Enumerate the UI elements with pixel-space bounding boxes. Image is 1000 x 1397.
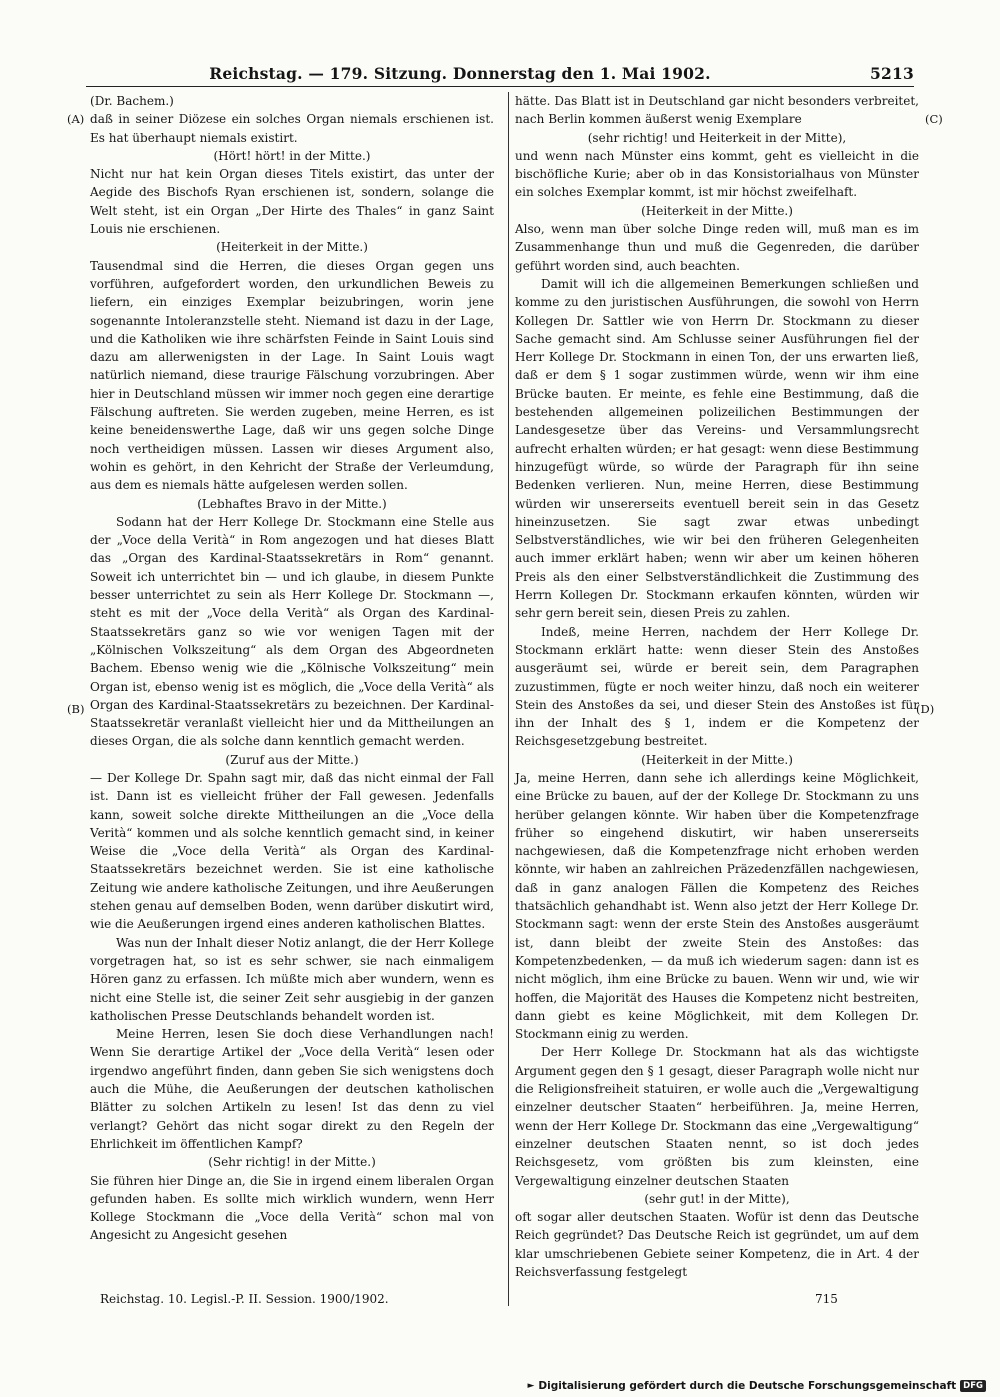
interjection: (sehr gut! in der Mitte), [644, 1191, 790, 1206]
paragraph: Meine Herren, lesen Sie doch diese Verhandlungen nach! Wenn Sie derartige Artikel der „Voce della Verità“ lesen oder irgendwo angeführt finden, dann geben Sie sich wenigstens doch auch die Mühe, die Aeußerungen der deutschen katholischen Blätter zu solchen Artikeln zu lesen! Ist das denn zu viel verlangt? Gehört das nicht sogar direkt zu den Regeln der Ehrlichkeit im öffentlichen Kampf? [90, 1027, 494, 1151]
paragraph: Ja, meine Herren, dann sehe ich allerdings keine Möglichkeit, eine Brücke zu bauen, auf der der Kollege Dr. Stockmann zu uns herüber gelangen könnte. Wir haben über die Kompetenzfrage früher so eingehend diskutirt, wir haben unsererseits nachgewiesen, daß die Kompetenzfrage nicht erhoben werden könnte, wir haben an zahlreichen Präzedenzfällen nachgewiesen, daß in ganz analogen Fällen die Kompetenz des Reiches thatsächlich gehandhabt ist. Wenn also jetzt der Herr Kollege Dr. Stockmann sagt: wenn der erste Stein des Anstoßes ausgeräumt ist, dann bleibt der zweite Stein des Anstoßes: das Kompetenzbedenken, — da muß ich wiederum sagen: dann ist es nicht möglich, ihm eine Brücke zu bauen. Wenn wir und, wie wir hoffen, die Majorität des Hauses die Kompetenz nicht bestreiten, dann giebt es keine Möglichkeit, mit dem Kollegen Dr. Stockmann einig zu werden. [515, 770, 919, 1042]
interjection: (Heiterkeit in der Mitte.) [216, 240, 368, 255]
paragraph: Also, wenn man über solche Dinge reden will, muß man es im Zusammenhange thun und muß die Gegenreden, die darüber geführt worden sind, auch beachten. [515, 222, 919, 273]
paragraph: Indeß, meine Herren, nachdem der Herr Kollege Dr. Stockmann erklärt hatte: wenn dieser Stein des Anstoßes ausgeräumt sei, würde er bereit sein, dem Paragraphen zuzustimmen, fügte er noch weiter hinzu, daß noch ein weiterer Stein des Anstoßes da sei, und dieser Stein des Anstoßes ist für ihn der Inhalt des § 1, indem er die Kompetenz der Reichsgesetzgebung bestreitet. [515, 624, 919, 749]
paragraph: Tausendmal sind die Herren, die dieses Organ gegen uns vorführen, aufgefordert worden, den urkundlichen Beweis zu liefern, ein einziges Exemplar beizubringen, worin jene sogenannte Intoleranzstelle steht. Niemand ist dazu in der Lage, und die Katholiken wie ihre schärfsten Feinde in Saint Louis sind dazu am allerwenigsten in der Lage. In Saint Louis wagt natürlich niemand, diese traurige Fälschung vorzubringen. Aber hier in Deutschland müssen wir immer noch gegen eine derartige Fälschung auftreten. Sie werden zugeben, meine Herren, es ist keine beneidenswerthe Lage, daß wir uns gegen solche Dinge noch vertheidigen müssen. Lassen wir dieses Argument also, wohin es gehört, in den Kehricht der Straße der Verleumdung, aus dem es niemals hätte aufgelesen werden sollen. [90, 258, 494, 493]
credit-text: Digitalisierung gefördert durch die Deutsche Forschungsgemeinschaft [538, 1380, 957, 1392]
footer-sheet-number: 715 [815, 1292, 838, 1306]
paragraph: oft sogar aller deutschen Staaten. Wofür ist denn das Deutsche Reich gegründet? Das Deutsche Reich ist gegründet, um auf dem klar umschriebenen Gebiete seiner Kompetenz, die in Art. 4 der Reichsverfassung festgelegt [515, 1210, 919, 1279]
margin-marker-c: (C) [925, 112, 943, 126]
footer-session-info: Reichstag. 10. Legisl.-P. II. Session. 1900/1902. [100, 1292, 389, 1306]
margin-marker-a: (A) [67, 112, 85, 126]
arrow-right-icon: ► [527, 1381, 535, 1391]
paragraph: daß in seiner Diözese ein solches Organ niemals erschienen ist. Es hat überhaupt niemals existirt. [90, 112, 494, 145]
interjection: (Heiterkeit in der Mitte.) [641, 203, 793, 218]
paragraph: Was nun der Inhalt dieser Notiz anlangt, die der Herr Kollege vorgetragen hat, so ist es sehr schwer, sie nach einmaligem Hören ganz zu erfassen. Ich müßte mich aber wundern, wenn es nicht eine Stelle ist, die seiner Zeit sehr ausgiebig in der ganzen katholischen Presse Deutschlands behandelt worden ist. [90, 935, 494, 1023]
digitization-credit [527, 1380, 986, 1392]
interjection: (Lebhaftes Bravo in der Mitte.) [197, 496, 387, 511]
header-rule [86, 86, 914, 87]
paragraph: Sodann hat der Herr Kollege Dr. Stockmann eine Stelle aus der „Voce della Verità“ in Rom angezogen und hat dieses Blatt das „Organ des Kardinal-Staatssekretärs in Rom“ genannt. Soweit ich unterrichtet bin — und ich glaube, in diesem Punkte besser unterrichtet zu sein als Herr Kollege Dr. Stockmann —, steht es mit der „Voce della Verità“ als Organ des Kardinal-Staatssekretärs ganz so wie vor wenigen Tagen mit der „Kölnischen Volkszeitung“ als dem Organ des Abgeordneten Bachem. Ebenso wenig wie die „Kölnische Volkszeitung“ mein Organ ist, ebenso wenig ist es möglich, die „Voce della Verità“ als Organ des Kardinal-Staatssekretärs zu bezeichnen. Der Kardinal-Staatssekretär veranlaßt vielleicht hier und da Mittheilungen an dieses Organ, die als solche dann kenntlich gemacht werden. [90, 514, 494, 749]
interjection: (Hört! hört! in der Mitte.) [213, 148, 371, 163]
left-column [90, 92, 494, 1245]
paragraph: (Dr. Bachem.) [90, 94, 174, 108]
header-title: Reichstag. — 179. Sitzung. Donnerstag den 1. Mai 1902. [209, 64, 711, 83]
margin-marker-b: (B) [67, 702, 85, 716]
interjection: (Zuruf aus der Mitte.) [225, 752, 359, 767]
interjection: (sehr richtig! und Heiterkeit in der Mitte), [587, 130, 847, 145]
paragraph: Der Herr Kollege Dr. Stockmann hat als das wichtigste Argument gegen den § 1 gesagt, dieser Paragraph wolle nicht nur die Religionsfreiheit statuiren, er wolle auch die „Vergewaltigung einzelner deutscher Staaten“ herbeiführen. Ja, meine Herren, wenn der Herr Kollege Dr. Stockmann das eine „Vergewaltigung“ einzelner deutschen Staaten nennt, so ist doch jedes Reichsgesetz, vom größten bis zum kleinsten, eine Vergewaltigung einzelner deutschen Staaten [515, 1045, 919, 1188]
interjection: (Sehr richtig! in der Mitte.) [208, 1155, 376, 1170]
paragraph: — Der Kollege Dr. Spahn sagt mir, daß das nicht einmal der Fall ist. Dann ist es vielleicht früher der Fall gewesen. Jedenfalls kann, soweit solche direkte Mittheilungen an die „Voce della Verità“ kommen und als solche kenntlich gemacht sind, in keiner Weise die „Voce della Verità“ als Organ des Kardinal-Staatssekretärs bezeichnet werden. Sie ist eine katholische Zeitung wie andere katholische Zeitungen, und ihre Aeußerungen stehen genau auf demselben Boden, wenn darüber diskutirt wird, wie die Aeußerungen irgend eines anderen katholischen Blattes. [90, 770, 494, 932]
paragraph: hätte. Das Blatt ist in Deutschland gar nicht besonders verbreitet, nach Berlin kommen äußerst wenig Exemplare [515, 94, 919, 127]
interjection: (Heiterkeit in der Mitte.) [641, 752, 793, 767]
right-column [515, 92, 919, 1281]
dfg-logo: DFG [960, 1380, 986, 1392]
page-number: 5213 [870, 64, 914, 83]
paragraph: Damit will ich die allgemeinen Bemerkungen schließen und komme zu den juristischen Ausführungen, die sowohl von Herrn Kollegen Dr. Sattler wie von Herrn Dr. Stockmann zu dieser Sache gemacht sind. Am Schlusse seiner Ausführungen fiel der Herr Kollege Dr. Stockmann in einen Ton, der uns erwarten ließ, daß er dem § 1 sogar zustimmen würde, wenn wir ihm eine Brücke bauten. Er meinte, es fehle eine Bestimmung, daß die bestehenden allgemeinen polizeilichen Bestimmungen der Landesgesetze über das Vereins- und Versammlungsrecht aufrecht erhalten würden; er hat gesagt: wenn diese Bestimmung hinzugefügt würde, so würde der Paragraph für ihn seine Bedenken verlieren. Nun, meine Herren, diese Bestimmung würden wir unsererseits eventuell bereit sein in das Gesetz hineinzusetzen. Sie sagt zwar etwas unbedingt Selbstverständliches, wie wir bei den früheren Gelegenheiten auch immer erklärt haben; wenn wir aber um keinen höheren Preis als den einer Selbstverständlichkeit die Zustimmung des Herrn Kollegen Dr. Stockmann erkaufen könnten, würden wir sehr gern bereit sein, diesen Preis zu zahlen. [515, 276, 919, 621]
margin-marker-d: (D) [916, 702, 935, 716]
column-divider [508, 92, 509, 1306]
paragraph: Sie führen hier Dinge an, die Sie in irgend einem liberalen Organ gefunden haben. Es sollte mich wirklich wundern, wenn Herr Kollege Stockmann die „Voce della Verità“ schon mal von Angesicht zu Angesicht gesehen [90, 1173, 494, 1243]
paragraph: Nicht nur hat kein Organ dieses Titels existirt, das unter der Aegide des Bischofs Ryan erschienen ist, sondern, solange die Welt steht, ist ein Organ „Der Hirte des Thales“ in ganz Saint Louis nie erschienen. [90, 167, 494, 237]
page-header [86, 62, 914, 86]
paragraph: und wenn nach Münster eins kommt, geht es vielleicht in die bischöfliche Kurie; aber ob in das Konsistorialhaus von Münster ein solches Exemplar kommt, ist mir höchst zweifelhaft. [515, 148, 919, 200]
